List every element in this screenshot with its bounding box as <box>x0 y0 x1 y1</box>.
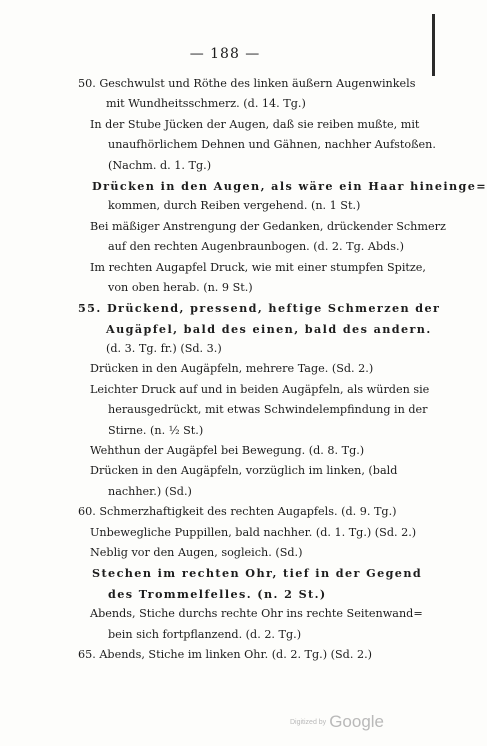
text-line: nachher.) (Sd.) <box>108 484 192 498</box>
watermark-brand: Google <box>329 712 385 731</box>
text-line: Unbewegliche Puppillen, bald nachher. (d. 1. Tg.) (Sd. 2.) <box>90 525 417 539</box>
text-line: (d. 3. Tg. fr.) (Sd. 3.) <box>106 342 222 356</box>
text-line: Drücken in den Augäpfeln, mehrere Tage. (Sd. 2.) <box>90 362 374 376</box>
text-line: (Nachm. d. 1. Tg.) <box>108 158 212 172</box>
text-line: Im rechten Augapfel Druck, wie mit einer stumpfen Spitze, <box>90 260 426 274</box>
page-text <box>78 74 487 665</box>
text-line: mit Wundheitsschmerz. (d. 14. Tg.) <box>106 97 306 111</box>
text-line: In der Stube Jücken der Augen, daß sie reiben mußte, mit <box>90 117 420 131</box>
text-line: kommen, durch Reiben vergehend. (n. 1 St.) <box>108 199 361 213</box>
text-line: 55. Drückend, pressend, heftige Schmerzen der <box>78 301 441 316</box>
text-line: 65. Abends, Stiche im linken Ohr. (d. 2. Tg.) (Sd. 2.) <box>78 647 372 661</box>
text-line: unaufhörlichem Dehnen und Gähnen, nachher Aufstoßen. <box>108 138 436 152</box>
text-line: 60. Schmerzhaftigkeit des rechten Augapfels. (d. 9. Tg.) <box>78 505 397 519</box>
page-number: — 188 — <box>189 46 261 62</box>
text-line: des Trommelfelles. (n. 2 St.) <box>108 586 327 601</box>
text-line: Drücken in den Augen, als wäre ein Haar hineinge= <box>92 178 487 193</box>
text-line: 50. Geschwulst und Röthe des linken äußern Augenwinkels <box>78 77 416 90</box>
google-watermark <box>290 712 384 732</box>
watermark-prefix: Digitized by <box>290 718 327 726</box>
text-line: Abends, Stiche durchs rechte Ohr ins rechte Seitenwand= <box>90 607 423 621</box>
text-line: Bei mäßiger Anstrengung der Gedanken, drückender Schmerz <box>90 219 446 233</box>
text-line: Augäpfel, bald des einen, bald des andern. <box>106 321 432 336</box>
text-line: Stirne. (n. ½ St.) <box>108 423 204 437</box>
text-line: Drücken in den Augäpfeln, vorzüglich im linken, (bald <box>90 464 398 478</box>
text-line: Leichter Druck auf und in beiden Augäpfeln, als würden sie <box>90 382 430 396</box>
margin-rule <box>432 14 435 76</box>
text-line: Wehthun der Augäpfel bei Bewegung. (d. 8. Tg.) <box>90 444 365 458</box>
text-line: von oben herab. (n. 9 St.) <box>108 280 253 294</box>
text-line: herausgedrückt, mit etwas Schwindelempfindung in der <box>108 403 428 417</box>
text-line: Neblig vor den Augen, sogleich. (Sd.) <box>90 545 303 559</box>
text-line: auf den rechten Augenbraunbogen. (d. 2. Tg. Abds.) <box>108 240 404 254</box>
text-line: Stechen im rechten Ohr, tief in der Gegend <box>92 566 423 581</box>
text-line: bein sich fortpflanzend. (d. 2. Tg.) <box>108 627 302 641</box>
